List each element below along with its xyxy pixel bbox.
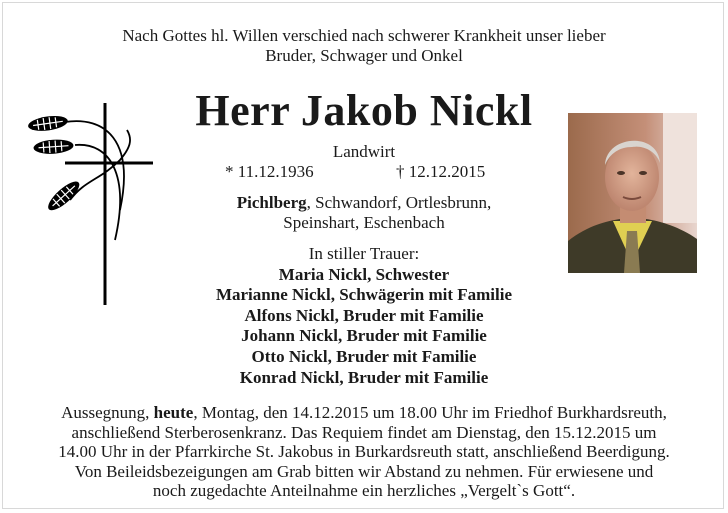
deceased-name: Herr Jakob Nickl [195,86,533,135]
intro-line-1: Nach Gottes hl. Willen verschied nach schwerer Krankheit unser lieber [122,26,606,45]
intro-line-2: Bruder, Schwager und Onkel [265,46,463,65]
death-date: † 12.12.2015 [396,162,486,181]
occupation: Landwirt [332,142,396,161]
portrait-photo [568,113,697,273]
places-line-1-rest: , Schwandorf, Ortlesbrunn, [306,193,492,212]
mourning-heading: In stiller Trauer: [308,244,420,263]
mourner: Alfons Nickl, Bruder mit Familie [244,305,484,325]
cross-with-wheat-icon [25,100,160,310]
places-line-2: Speinshart, Eschenbach [283,213,445,232]
birth-date: * 11.12.1936 [225,162,314,181]
funeral-today: heute [153,403,194,422]
funeral-info [0,403,728,501]
funeral-line-1 [0,403,728,423]
funeral-line-5: noch zugedachte Anteilnahme ein herzliches „Vergelt`s Gott“. [152,481,576,500]
funeral-line-1-a: Aussegnung, [61,403,154,422]
mourner: Maria Nickl, Schwester [278,264,450,284]
funeral-line-2: anschließend Sterberosenkranz. Das Requiem findet am Dienstag, den 15.12.2015 um [71,422,657,442]
home-village: Pichlberg [236,193,307,212]
mourner: Marianne Nickl, Schwägerin mit Familie [215,285,513,305]
funeral-line-1-b: , Montag, den 14.12.2015 um 18.00 Uhr im Friedhof Burkhardsreuth, [193,403,667,422]
funeral-line-4: Von Beileidsbezeigungen am Grab bitten wir Abstand zu nehmen. Für erwiesene und [74,461,654,481]
mourner: Konrad Nickl, Bruder mit Familie [239,367,489,387]
mourner: Johann Nickl, Bruder mit Familie [241,326,487,346]
funeral-line-3: 14.00 Uhr in der Pfarrkirche St. Jakobus in Burkardsreuth statt, anschließend Beerdigung. [58,442,670,461]
intro-text [0,26,728,66]
mourner: Otto Nickl, Bruder mit Familie [251,346,477,366]
